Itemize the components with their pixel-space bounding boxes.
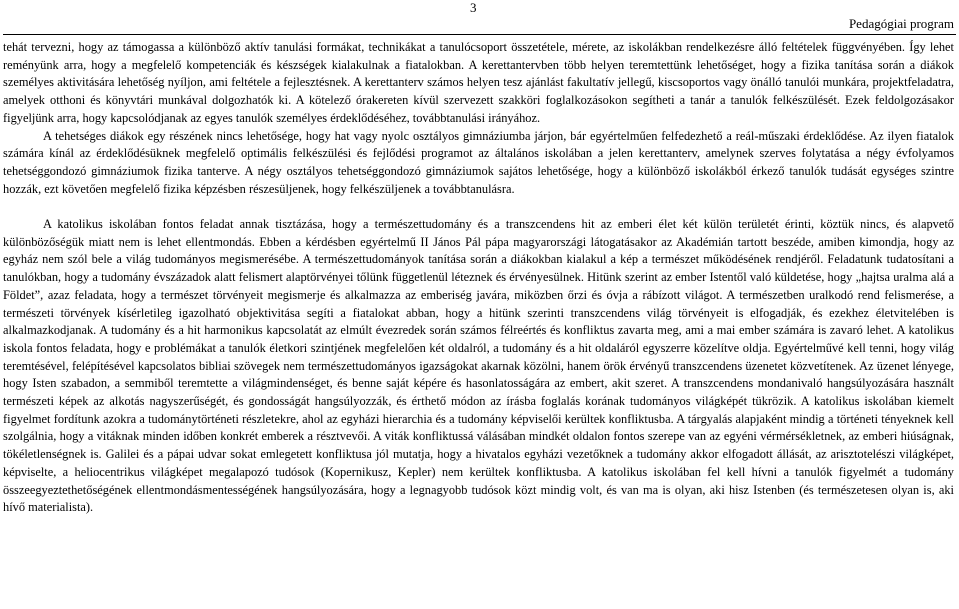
page-number: 3 bbox=[470, 0, 477, 15]
paragraph-2: A tehetséges diákok egy részének nincs lehetősége, hogy hat vagy nyolc osztályos gimnáziumba járjon, bár egyértelműen felfedezhető a reál-műszaki érdeklődése. Az ilyen fiatalok számára kínál az érdeklődésüknek megfelelő optimális felkészülési és fejlődési programot az általános iskolában a jelen kerettanterv, amelynek szerves folytatása a négy évfolyamos tehetséggondozó gimnáziumok fizika tanterve. A négy osztályos tehetséggondozó gimnáziumok sajátos lehetősége, hogy a különböző iskolákból érkező tanulók tudását egységes szintre hozzák, ezt követően megfelelő fizika képzésben részesüljenek, hogy felkészüljenek a továbbtanulásra. bbox=[3, 128, 954, 196]
page-header-title: Pedagógiai program bbox=[848, 16, 954, 31]
paragraph-1: tehát tervezni, hogy az támogassa a különböző aktív tanulási formákat, technikákat a tanulócsoport összetétele, mérete, az iskolákban rendelkezésre álló feltételek függvényében. Így lehet reményünk arra, hogy a megfelelő kompetenciák és készségek kialakulnak a fiatalokban. A kerettantervben több helyen teremtettünk lehetőséget, hogy a fizika tanítása során a diákok személyes aktivitására lehetőség nyíljon, ami feltétele a fejlesztésnek. A kerettanterv számos helyen tesz ajánlást fakultatív jellegű, kiscsoportos vagy önálló tanulói munkára, projektfeladatra, amelyek otthoni és könyvtári munkával dolgozhatók ki. A kötelező órakereten kívül szervezett szakköri foglalkozásokon segítheti a tanár a tanulók felkészülését. Ezek feldolgozásakor figyeljünk arra, hogy kapcsolódjanak az egyes tanulók személyes érdeklődéséhez, továbbtanulási irányához. bbox=[3, 40, 954, 125]
document-body bbox=[3, 39, 954, 517]
paragraph-gap bbox=[3, 198, 954, 216]
header-divider bbox=[3, 34, 956, 35]
paragraph-3: A katolikus iskolában fontos feladat annak tisztázása, hogy a természettudomány és a transzcendens hit az emberi élet két külön területét érinti, köztük nincs, és alapvető különbözőségük miatt nem is lehet ellentmondás. Ebben a kérdésben egyértelmű II János Pál pápa magyarországi látogatásakor az Akadémián tartott beszéde, amiben kimondja, hogy az egyház nem szól bele a világ tudományos megismerésébe. A természettudományok tanítása során a diákokban kialakul a kép a természet működésének rendjéről. Feladatunk tudatosítani a tanulókban, hogy a tudomány évszázadok alatt felismert alaptörvényei tőlünk függetlenül léteznek és érvényesülnek. Hitünk szerint az ember Istentől való küldetése, hogy „hajtsa uralma alá a Földet”, azaz feladata, hogy a természet törvényeit megismerje és alkalmazza az emberiség javára, miközben őrzi és óvja a rábízott világot. A természetben uralkodó rend felismerése, a természeti törvények kísérletileg igazolható objektivitása segíti a fiatalokat abban, hogy a hitünk szerinti transzcendens világ törvényeit is elfogadják, és ezekhez életvitelében is alkalmazkodjanak. A tudomány és a hit harmonikus kapcsolatát az elmúlt évezredek során számos félreértés és konfliktus zavarta meg, ami a mai ember számára is zavaró lehet. A katolikus iskola fontos feladata, hogy e problémákat a tanulók életkori szintjének megfelelően két oldalról, a tudomány és a hit oldaláról egyszerre közelítve oldja. Egyértelművé kell tenni, hogy világ teremtésével, felépítésével kapcsolatos bibliai szövegek nem természettudományos igazságokat akarnak közölni, hanem örök érvényű transzcendens üzenetet közvetítenek. Az üzenet lényege, hogy Isten szabadon, a semmiből teremtette a világmindenséget, és benne saját képére és hasonlatosságára az embert, akit szeret. A transzcendens mondanivaló hangsúlyozására használt természeti képek az alkotás nagyszerűségét, és gondosságát hangsúlyozzák, és érthető módon az írásba foglalás korának tudományos világképét tükrözik. A katolikus iskolában kiemelt figyelmet fordítunk azokra a tudománytörténeti részletekre, ahol az egyházi hierarchia és a tudomány képviselői kerültek konfliktusba. A tárgyalás alapjaként mindig a történeti tényeknek kell szolgálnia, hogy a vitáknak minden időben konkrét emberek a résztvevői. A viták konfliktussá válásában mindkét oldalon fontos szerepe van az egyéni vérmérsékletnek, az emberi hiúságnak, tökéletlenségnek is. Galilei és a pápai udvar sokat emlegetett konfliktusa jól mutatja, hogy a hivatalos egyházi vezetőknek a tudomány akkor elfogadott állását, az arisztotelészi világképet, képviselte, a heliocentrikus világképet megalapozó tudósok (Kopernikusz, Kepler) nem kerültek konfliktusba. A katolikus iskolában fel kell hívni a tanulók figyelmét a tudomány összeegyeztethetőségének ellentmondásmentességének hangsúlyozására, hogy a legnagyobb tudósok közt mindig volt, és van ma is olyan, aki hisz Istenben (és természetesen olyan is, aki hívő materialista). bbox=[3, 217, 954, 515]
